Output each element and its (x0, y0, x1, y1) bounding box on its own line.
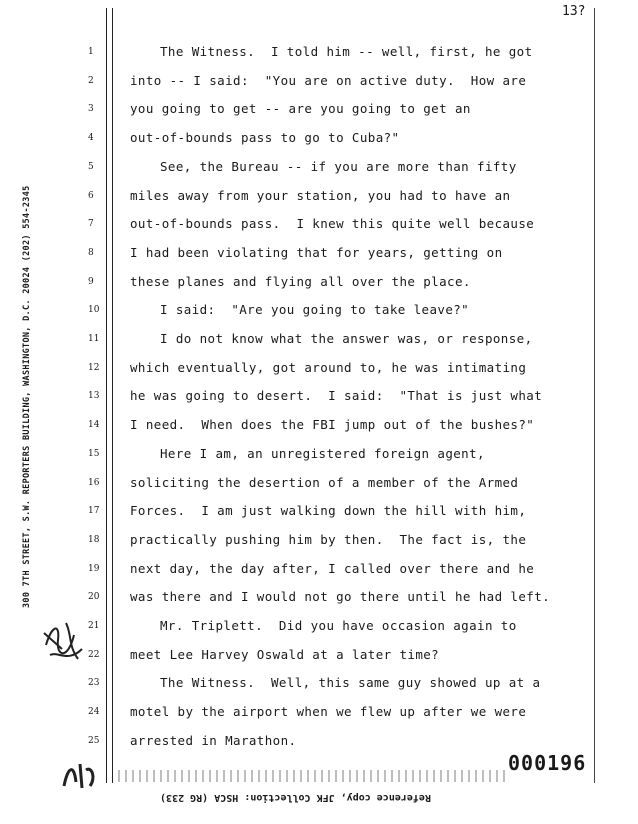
transcript-line: I had been violating that for years, getting on (130, 244, 503, 260)
transcript-line: into -- I said: "You are on active duty. How are (130, 72, 527, 88)
transcript-line: miles away from your station, you had to have an (130, 187, 511, 203)
line-number: 7 (88, 219, 94, 230)
transcript-line: meet Lee Harvey Oswald at a later time? (130, 646, 440, 662)
transcript-line: practically pushing him by then. The fact is, the (130, 531, 527, 547)
transcript-line: I said: "Are you going to take leave?" (160, 302, 470, 318)
transcript-line: The Witness. Well, this same guy showed up at a (160, 675, 541, 691)
margin-line-left-inner (112, 8, 113, 783)
transcript-line: he was going to desert. I said: "That is just what (130, 388, 543, 404)
line-number: 11 (88, 334, 100, 344)
margin-line-right (594, 8, 595, 783)
line-number: 25 (88, 735, 100, 746)
document-stamp-number: 000196 (508, 751, 587, 775)
transcript-line: next day, the day after, I called over there and he (130, 560, 535, 576)
handwritten-signature (38, 615, 88, 670)
transcript-line: out-of-bounds pass. I knew this quite well because (130, 216, 535, 232)
transcript-line: arrested in Marathon. (130, 732, 297, 748)
line-number: 5 (88, 161, 94, 172)
transcript-line: See, the Bureau -- if you are more than fifty (160, 158, 517, 174)
handwritten-mark (60, 760, 100, 790)
line-number: 16 (88, 477, 100, 488)
line-number: 4 (88, 133, 94, 144)
transcript-line: you going to get -- are you going to get an (130, 101, 471, 117)
reporter-address: 300 7TH STREET, S.W. REPORTERS BUILDING, WASHINGTON, D.C. 20024 (202) 554-2345 (22, 185, 32, 608)
line-number: 22 (88, 649, 100, 660)
line-number: 2 (88, 75, 94, 86)
line-number: 17 (88, 506, 100, 517)
transcript-line: I do not know what the answer was, or response, (160, 331, 533, 346)
transcript-line: Forces. I am just walking down the hill with him, (130, 503, 527, 519)
transcript-line: motel by the airport when we flew up after we were (130, 704, 527, 720)
transcript-line: soliciting the desertion of a member of the Armed (130, 474, 519, 490)
transcript-line: Here I am, an unregistered foreign agent, (160, 445, 485, 461)
transcript-line: I need. When does the FBI jump out of the bushes?" (130, 417, 535, 433)
line-number: 19 (88, 563, 100, 574)
transcript-line: these planes and flying all over the place. (130, 273, 471, 289)
line-number: 9 (88, 276, 94, 287)
transcript-line: was there and I would not go there until he had left. (130, 589, 551, 605)
page-number: 13? (562, 4, 586, 19)
line-number: 6 (88, 190, 94, 201)
line-number: 8 (88, 247, 94, 258)
transcript-line: which eventually, got around to, he was intimating (130, 359, 527, 375)
line-number: 3 (88, 104, 94, 115)
transcript-line: Mr. Triplett. Did you have occasion again to (160, 618, 517, 633)
line-number: 15 (88, 448, 100, 459)
transcript-line: out-of-bounds pass to go to Cuba?" (130, 130, 400, 146)
line-number: 10 (88, 305, 100, 316)
line-number: 14 (88, 420, 100, 431)
line-number: 23 (88, 678, 100, 689)
line-number: 12 (88, 362, 100, 373)
margin-line-left-outer (106, 8, 107, 783)
line-number: 13 (88, 391, 100, 402)
reference-footer: Reference copy, JFK Collection: HSCA (RG 233) (160, 792, 431, 803)
scan-noise-strip (118, 770, 508, 782)
line-number: 20 (88, 592, 100, 603)
transcript-line: The Witness. I told him -- well, first, he got (160, 44, 533, 59)
line-number: 21 (88, 621, 100, 631)
line-number: 24 (88, 707, 100, 718)
line-number: 18 (88, 534, 100, 545)
line-number: 1 (88, 47, 94, 57)
